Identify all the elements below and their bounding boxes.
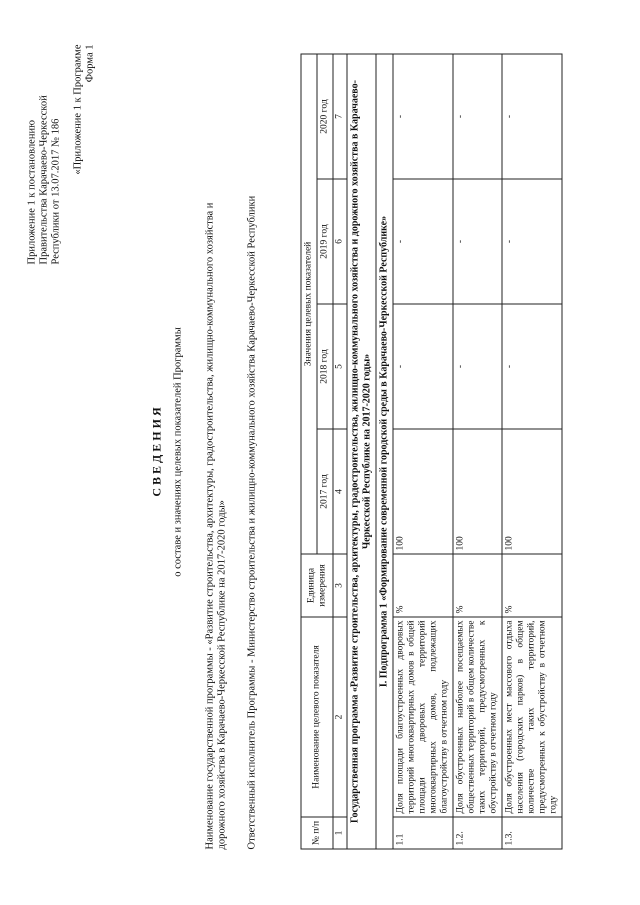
row-num: 1.3. [502,817,562,849]
row-value-2020: - [393,54,453,179]
document-subtitle: о составе и значениях целевых показателей Программы [172,327,184,577]
row-value-2018: - [502,304,562,429]
row-value-2020: - [453,54,502,179]
row-value-2020: - [502,54,562,179]
program-name-line-1: Наименование государственной программы - «Развитие строительства, архитектуры, градостроительства, жилищно-коммунального хозяйства и [204,202,216,850]
appendix-line-2: Правительства Карачаево-Черкесской [38,95,50,265]
header-values-group: Значения целевых показателей [301,54,317,554]
row-value-2018: - [453,304,502,429]
header-name: Наименование целевого показателя [301,617,333,817]
column-number: 2 [333,617,347,817]
document-title: С В Е Д Е Н И Я [149,407,164,497]
row-num: 1.1 [393,817,453,849]
rotated-page [1,0,640,905]
row-value-2017: 100 [453,429,502,554]
row-num: 1.2. [453,817,502,849]
row-value-2018: - [393,304,453,429]
row-indicator-name: Доля обустроенных наиболее посещаемых общественных территорий в общем количестве таких территорий, предусмотренных к обустройству в отчетном году [453,617,502,817]
row-value-2017: 100 [393,429,453,554]
header-year-2018: 2018 год [317,304,333,429]
column-number: 1 [333,817,347,849]
executor-line: Ответственный исполнитель Программы - Министерство строительства и жилищно-коммунального хозяйства Карачаево-Черкесской Республики [246,195,258,850]
subprogram-title-cell: I. Подпрограмма 1 «Формирование современной городской среды в Карачаево-Черкесской Республике» [376,54,393,849]
column-number: 7 [333,54,347,179]
row-value-2017: 100 [502,429,562,554]
table-header-row-1 [301,54,317,849]
table-row [502,54,562,849]
header-unit: Единица измерения [301,554,333,617]
program-title-cell: Государственная программа «Развитие строительства, архитектуры, градостроительства, жилищно-коммунального хозяйства и дорожного хозяйства в Карачаево-Черкесской Республике на 2017-2020 годы» [347,54,376,849]
column-number-row [333,54,347,849]
table-row [453,54,502,849]
header-year-2019: 2019 год [317,179,333,304]
column-number: 3 [333,554,347,617]
row-indicator-name: Доля площади благоустроенных дворовых территорий многоквартирных домов в общей площади дворовых территорий многоквартирных домов, подлежащих благоустройству в отчетном году [393,617,453,817]
column-number: 5 [333,304,347,429]
program-reference: «Приложение 1 к Программе [72,44,84,175]
appendix-line-1: Приложение 1 к постановлению [26,120,38,265]
row-value-2019: - [453,179,502,304]
row-indicator-name: Доля обустроенных мест массового отдыха населения (городских парков) в общем количестве таких территорий, предусмотренных к обустройству в отчетном году [502,617,562,817]
header-year-2020: 2020 год [317,54,333,179]
row-unit: % [453,554,502,617]
indicators-table [301,54,563,850]
column-number: 4 [333,429,347,554]
program-row [347,54,376,849]
appendix-line-3: Республики от 13.07.2017 № 186 [50,118,62,265]
table-row [393,54,453,849]
row-value-2019: - [502,179,562,304]
header-num: № п/п [301,817,333,849]
form-label: Форма 1 [84,44,96,83]
subprogram-row [376,54,393,849]
column-number: 6 [333,179,347,304]
row-value-2019: - [393,179,453,304]
header-year-2017: 2017 год [317,429,333,554]
program-name-line-2: дорожного хозяйства в Карачаево-Черкесской Республике на 2017-2020 годы» [216,500,228,850]
row-unit: % [393,554,453,617]
row-unit: % [502,554,562,617]
